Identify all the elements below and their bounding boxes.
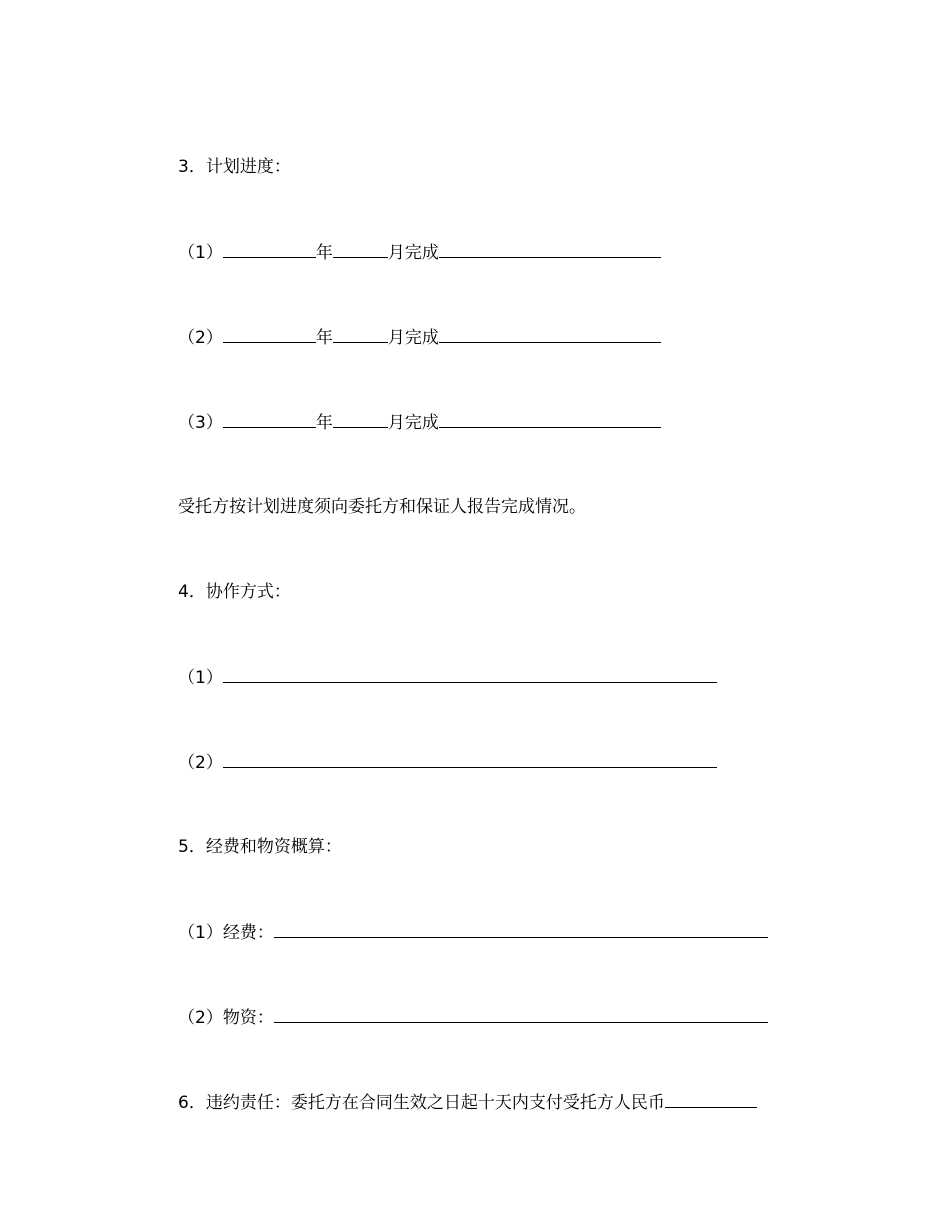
year-blank[interactable] [223, 326, 316, 343]
progress-item-index: （2） [178, 328, 223, 348]
month-blank[interactable] [333, 241, 388, 258]
year-label: 年 [315, 243, 333, 263]
completion-blank[interactable] [439, 241, 661, 258]
completion-blank[interactable] [439, 411, 661, 428]
year-label: 年 [315, 413, 333, 433]
cooperation-item-2 [178, 751, 717, 774]
cooperation-item-1 [178, 666, 717, 689]
completion-blank[interactable] [439, 326, 661, 343]
section-5-heading: 5．经费和物资概算： [178, 837, 342, 857]
month-blank[interactable] [333, 326, 388, 343]
cooperation-blank[interactable] [223, 751, 717, 768]
report-sentence: 受托方按计划进度须向委托方和保证人报告完成情况。 [178, 497, 586, 517]
progress-item-1 [178, 241, 661, 264]
progress-item-index: （1） [178, 243, 223, 263]
cooperation-item-index: （2） [178, 753, 223, 773]
month-label: 月完成 [387, 243, 439, 263]
budget-item-funds [178, 921, 768, 944]
liability-text: 6．违约责任：委托方在合同生效之日起十天内支付受托方人民币 [178, 1093, 665, 1113]
funds-blank[interactable] [274, 921, 768, 938]
section-6-text [178, 1091, 757, 1114]
section-3-heading: 3．计划进度： [178, 157, 291, 177]
year-label: 年 [315, 328, 333, 348]
year-blank[interactable] [223, 411, 316, 428]
month-blank[interactable] [333, 411, 388, 428]
budget-item-materials [178, 1006, 768, 1029]
funds-label: （1）经费： [178, 923, 274, 943]
materials-blank[interactable] [274, 1006, 768, 1023]
progress-item-index: （3） [178, 413, 223, 433]
amount-blank[interactable] [665, 1091, 757, 1108]
month-label: 月完成 [387, 328, 439, 348]
cooperation-item-index: （1） [178, 668, 223, 688]
month-label: 月完成 [387, 413, 439, 433]
section-4-heading: 4．协作方式： [178, 582, 291, 602]
cooperation-blank[interactable] [223, 666, 717, 683]
year-blank[interactable] [223, 241, 316, 258]
materials-label: （2）物资： [178, 1008, 274, 1028]
progress-item-2 [178, 326, 661, 349]
progress-item-3 [178, 411, 661, 434]
